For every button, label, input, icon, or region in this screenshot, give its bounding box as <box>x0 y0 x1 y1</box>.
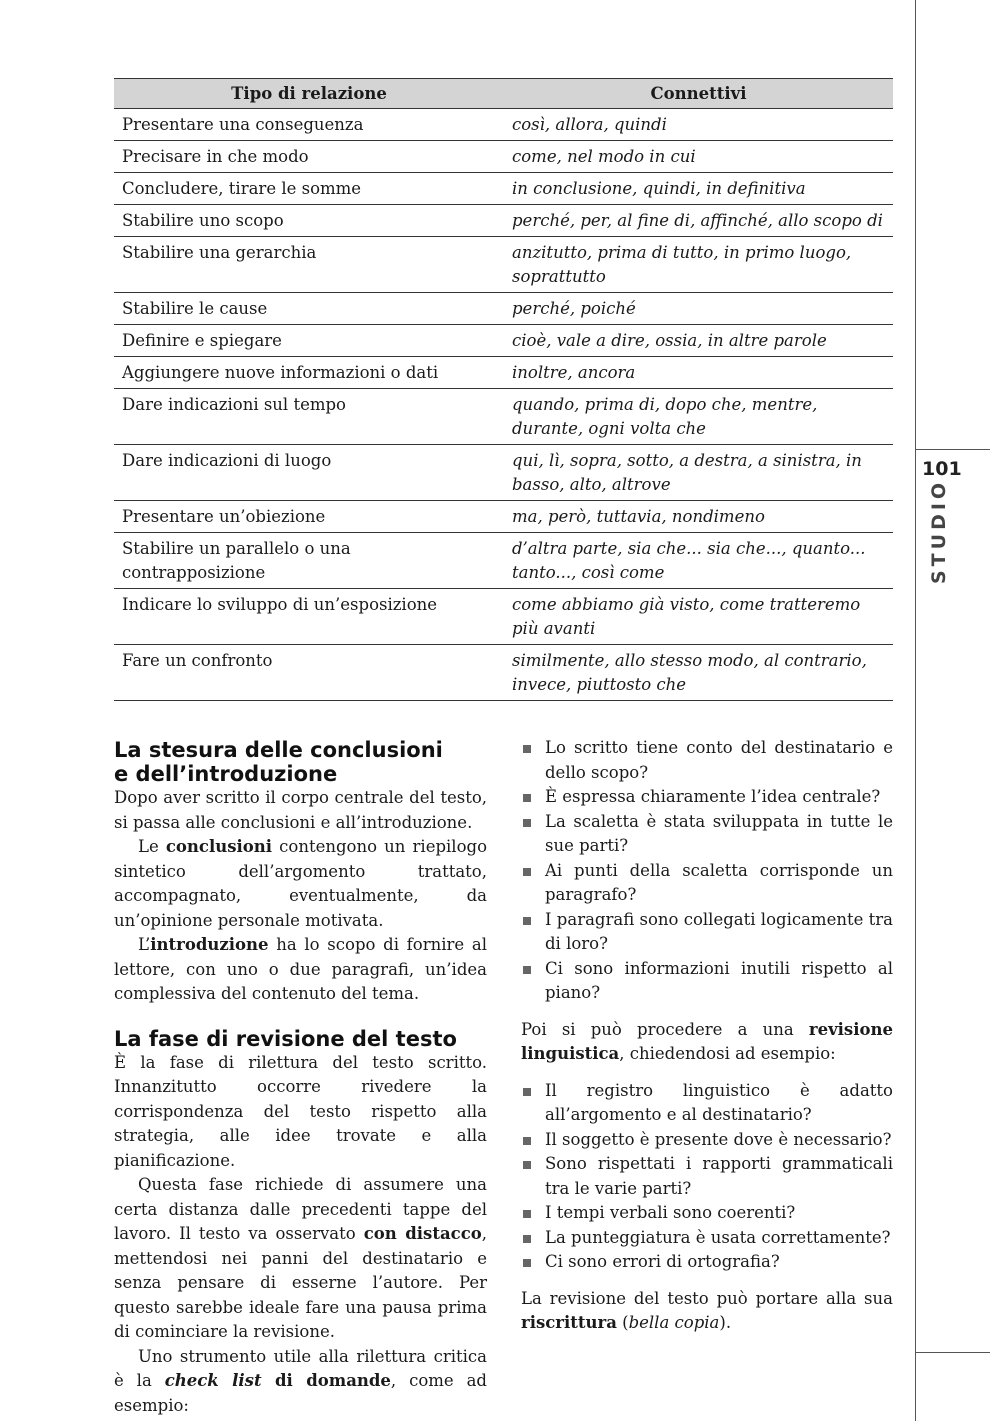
table-row <box>114 173 893 205</box>
square-bullet-icon <box>523 1210 531 1218</box>
relation-type-cell: Precisare in che modo <box>114 141 504 173</box>
relation-type-cell: Presentare una conseguenza <box>114 109 504 141</box>
list-item-text: Ci sono informazioni inutili rispetto al piano? <box>545 958 893 1002</box>
list-item-text: I paragrafi sono collegati logicamente tra di loro? <box>545 909 893 953</box>
bold-term: riscrittura <box>521 1313 617 1332</box>
square-bullet-icon <box>523 966 531 974</box>
list-item <box>521 810 893 859</box>
relation-type-cell: Fare un confronto <box>114 645 504 701</box>
connectives-cell: cioè, vale a dire, ossia, in altre parole <box>504 325 893 357</box>
checklist <box>521 736 893 1006</box>
margin-tick <box>915 1352 990 1353</box>
paragraph: Questa fase richiede di assumere una certa distanza dalle precedenti tappe del lavoro. Il testo va osservato con distacco, mettendosi nei panni del destinatario e senza pensare di esserne l’autore. Per questo sarebbe ideale fare una pausa prima di cominciare la revisione. <box>114 1175 487 1341</box>
list-item-text: La punteggiatura è usata correttamente? <box>545 1227 891 1247</box>
bold-term: introduzione <box>150 935 269 954</box>
connectives-table <box>114 78 893 701</box>
relation-type-cell: Definire e spiegare <box>114 325 504 357</box>
paragraph: Le conclusioni contengono un riepilogo sintetico dell’argomento trattato, accompagnato, eventualmente, da un’opinione personale motivata. <box>114 837 487 930</box>
list-item <box>521 1152 893 1201</box>
square-bullet-icon <box>523 1259 531 1267</box>
connectives-cell: d’altra parte, sia che... sia che..., quanto... tanto..., così come <box>504 533 893 589</box>
margin-tick <box>915 449 990 450</box>
square-bullet-icon <box>523 917 531 925</box>
connectives-cell: così, allora, quindi <box>504 109 893 141</box>
list-item-text: Il registro linguistico è adatto all’argomento e al destinatario? <box>545 1080 893 1124</box>
list-item <box>521 736 893 785</box>
connectives-cell: anzitutto, prima di tutto, in primo luogo, soprattutto <box>504 237 893 293</box>
paragraph: Uno strumento utile alla rilettura critica è la check list di domande, come ad esempio: <box>114 1346 487 1415</box>
bold-term: check list di domande <box>164 1371 391 1390</box>
table-row <box>114 293 893 325</box>
relation-type-cell: Dare indicazioni di luogo <box>114 445 504 501</box>
relation-type-cell: Stabilire le cause <box>114 293 504 325</box>
table-row <box>114 533 893 589</box>
connectives-cell: inoltre, ancora <box>504 357 893 389</box>
table-row <box>114 357 893 389</box>
table-row <box>114 445 893 501</box>
list-item <box>521 1201 893 1226</box>
relation-type-cell: Aggiungere nuove informazioni o dati <box>114 357 504 389</box>
right-column <box>521 736 893 1348</box>
table-body <box>114 109 893 701</box>
left-column <box>114 738 487 1418</box>
relation-type-cell: Indicare lo sviluppo di un’esposizione <box>114 589 504 645</box>
table-row <box>114 141 893 173</box>
square-bullet-icon <box>523 819 531 827</box>
checklist <box>521 1079 893 1275</box>
italic-term: bella copia <box>628 1313 720 1332</box>
list-item-text: Lo scritto tiene conto del destinatario e dello scopo? <box>545 738 893 782</box>
square-bullet-icon <box>523 1161 531 1169</box>
list-item <box>521 908 893 957</box>
section-label: STUDIO <box>928 478 950 584</box>
square-bullet-icon <box>523 794 531 802</box>
square-bullet-icon <box>523 868 531 876</box>
paragraph: La revisione del testo può portare alla sua riscrittura (bella copia). <box>521 1288 893 1332</box>
list-item <box>521 785 893 810</box>
square-bullet-icon <box>523 1088 531 1096</box>
bold-term: con distacco <box>363 1224 482 1243</box>
list-item <box>521 1079 893 1128</box>
connectives-cell: ma, però, tuttavia, nondimeno <box>504 501 893 533</box>
relation-type-cell: Dare indicazioni sul tempo <box>114 389 504 445</box>
table-row <box>114 109 893 141</box>
connectives-cell: come, nel modo in cui <box>504 141 893 173</box>
square-bullet-icon <box>523 745 531 753</box>
connectives-cell: come abbiamo già visto, come tratteremo più avanti <box>504 589 893 645</box>
connectives-cell: in conclusione, quindi, in definitiva <box>504 173 893 205</box>
list-item <box>521 957 893 1006</box>
table-row <box>114 389 893 445</box>
list-item <box>521 1226 893 1251</box>
connectives-cell: quando, prima di, dopo che, mentre, durante, ogni volta che <box>504 389 893 445</box>
list-item-text: I tempi verbali sono coerenti? <box>545 1203 796 1222</box>
table-row <box>114 237 893 293</box>
table-row <box>114 205 893 237</box>
list-item <box>521 1250 893 1275</box>
table-row <box>114 501 893 533</box>
table-row <box>114 589 893 645</box>
list-item-text: Sono rispettati i rapporti grammaticali tra le varie parti? <box>545 1154 893 1198</box>
bold-term: conclusioni <box>165 837 273 856</box>
relation-type-cell: Concludere, tirare le somme <box>114 173 504 205</box>
list-item-text: Ai punti della scaletta corrisponde un paragrafo? <box>545 860 893 904</box>
paragraph: È la fase di rilettura del testo scritto. Innanzitutto occorre rivedere la corrispondenza del testo rispetto alla strategia, alle idee trovate e alla pianificazione. <box>114 1052 487 1170</box>
table-header-row <box>114 79 893 109</box>
relation-type-cell: Stabilire uno scopo <box>114 205 504 237</box>
connectives-cell: perché, poiché <box>504 293 893 325</box>
paragraph: L’introduzione ha lo scopo di fornire al lettore, con uno o due paragrafi, un’idea complessiva del contenuto del tema. <box>114 935 487 1003</box>
relation-type-cell: Stabilire una gerarchia <box>114 237 504 293</box>
square-bullet-icon <box>523 1235 531 1243</box>
relation-type-cell: Stabilire un parallelo o una contrapposizione <box>114 533 504 589</box>
section-heading: La fase di revisione del testo <box>114 1026 457 1051</box>
table-row <box>114 325 893 357</box>
paragraph: Dopo aver scritto il corpo centrale del testo, si passa alle conclusioni e all’introduzione. <box>114 788 487 832</box>
list-item-text: È espressa chiaramente l’idea centrale? <box>545 787 881 806</box>
list-item-text: La scaletta è stata sviluppata in tutte le sue parti? <box>545 811 893 855</box>
list-item <box>521 859 893 908</box>
relation-type-cell: Presentare un’obiezione <box>114 501 504 533</box>
page-number: 101 <box>922 458 962 480</box>
column-header: Tipo di relazione <box>114 79 504 109</box>
table-row <box>114 645 893 701</box>
connectives-cell: perché, per, al fine di, affinché, allo scopo di <box>504 205 893 237</box>
connectives-cell: similmente, allo stesso modo, al contrario, invece, piuttosto che <box>504 645 893 701</box>
bold-term: revisione linguistica <box>521 1019 893 1063</box>
heading-line: e dell’introduzione <box>114 762 338 786</box>
margin-rule <box>915 0 916 1421</box>
list-item-text: Il soggetto è presente dove è necessario? <box>545 1129 892 1149</box>
list-item-text: Ci sono errori di ortografia? <box>545 1252 780 1271</box>
connectives-cell: qui, lì, sopra, sotto, a destra, a sinistra, in basso, alto, altrove <box>504 445 893 501</box>
paragraph: Poi si può procedere a una revisione linguistica, chiedendosi ad esempio: <box>521 1019 893 1063</box>
heading-line: La stesura delle conclusioni <box>114 738 443 762</box>
column-header: Connettivi <box>504 79 893 109</box>
list-item <box>521 1128 893 1153</box>
square-bullet-icon <box>523 1137 531 1145</box>
section-heading <box>114 738 487 786</box>
